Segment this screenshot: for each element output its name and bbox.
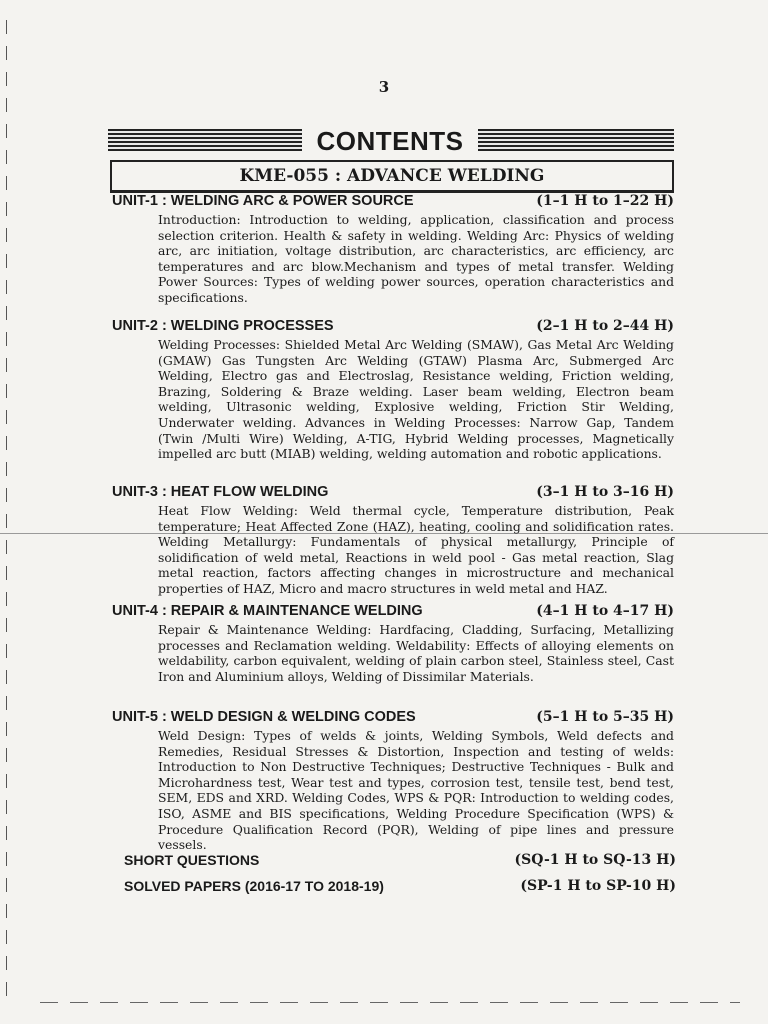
solved-papers-label: SOLVED PAPERS (2016-17 TO 2018-19) xyxy=(124,878,384,894)
unit-pages: (2–1 H to 2–44 H) xyxy=(536,318,674,334)
solved-papers-pages: (SP-1 H to SP-10 H) xyxy=(520,878,676,894)
short-questions-row xyxy=(124,852,676,868)
contents-banner xyxy=(108,125,674,157)
unit-1 xyxy=(112,193,674,306)
unit-description: Welding Processes: Shielded Metal Arc Welding (SMAW), Gas Metal Arc Welding (GMAW) Gas Tungsten Arc Welding (GTAW) Plasma Arc, Submerged Arc Welding, Electro gas and Electroslag, Resistance welding, Friction welding, Brazing, Soldering & Braze welding. Laser beam welding, Electron beam welding, Ultrasonic welding, Explosive welding, Friction Stir Welding, Underwater welding. Advances in Welding Processes: Narrow Gap, Tandem (Twin /Multi Wire) Welding, A-TIG, Hybrid Welding processes, Magnetically impelled arc butt (MIAB) welding, welding automation and robotic applications. xyxy=(158,337,674,462)
page-edge xyxy=(6,20,7,1000)
unit-pages: (1–1 H to 1–22 H) xyxy=(536,193,674,209)
short-questions-pages: (SQ-1 H to SQ-13 H) xyxy=(514,852,676,868)
unit-pages: (3–1 H to 3–16 H) xyxy=(536,484,674,500)
unit-description: Introduction: Introduction to welding, application, classification and process selection criterion. Health & safety in welding. Welding Arc: Physics of welding arc, arc initiation, voltage distribution, arc characteristics, arc efficiency, arc temperatures and arc blow.Mechanism and types of metal transfer. Welding Power Sources: Types of welding power sources, operation characteristics and specifications. xyxy=(158,212,674,305)
unit-3 xyxy=(112,484,674,597)
banner-stripes-left xyxy=(108,129,302,151)
unit-title: UNIT-1 : WELDING ARC & POWER SOURCE xyxy=(112,193,414,209)
unit-pages: (5–1 H to 5–35 H) xyxy=(536,709,674,725)
unit-2 xyxy=(112,318,674,462)
unit-title: UNIT-5 : WELD DESIGN & WELDING CODES xyxy=(112,709,416,725)
page-bottom-edge xyxy=(40,1002,740,1003)
unit-description: Weld Design: Types of welds & joints, Welding Symbols, Weld defects and Remedies, Residual Stresses & Distortion, Inspection and testing of welds: Introduction to Non Destructive Techniques; Destructive Techniques - Bulk and Microhardness test, Wear test and types, corrosion test, tensile test, bend test, SEM, EDS and XRD. Welding Codes, WPS & PQR: Introduction to welding codes, ISO, ASME and BIS specifications, Welding Procedure Specification (WPS) & Procedure Qualification Record (PQR), Welding of pipe lines and pressure vessels. xyxy=(158,728,674,853)
unit-title: UNIT-2 : WELDING PROCESSES xyxy=(112,318,334,334)
banner-stripes-right xyxy=(478,129,674,151)
unit-description: Heat Flow Welding: Weld thermal cycle, Temperature distribution, Peak temperature; Heat Affected Zone (HAZ), heating, cooling and solidification rates. Welding Metallurgy: Fundamentals of physical metallurgy, Principle of solidification of weld metal, Reactions in weld pool - Gas metal reaction, Slag metal reaction, factors affecting changes in microstructure and mechanical properties of HAZ, Micro and macro structures in weld metal and HAZ. xyxy=(158,503,674,596)
unit-4 xyxy=(112,603,674,684)
short-questions-label: SHORT QUESTIONS xyxy=(124,852,260,868)
course-title: KME-055 : ADVANCE WELDING xyxy=(110,160,674,193)
unit-5 xyxy=(112,709,674,853)
contents-title: CONTENTS xyxy=(316,126,464,156)
unit-pages: (4–1 H to 4–17 H) xyxy=(536,603,674,619)
unit-title: UNIT-3 : HEAT FLOW WELDING xyxy=(112,484,329,500)
unit-title: UNIT-4 : REPAIR & MAINTENANCE WELDING xyxy=(112,603,423,619)
unit-description: Repair & Maintenance Welding: Hardfacing, Cladding, Surfacing, Metallizing processes and Reclamation welding. Weldability: Effects of alloying elements on weldability, carbon equivalent, welding of plain carbon steel, Stainless steel, Cast Iron and Aluminium alloys, Welding of Dissimilar Materials. xyxy=(158,622,674,684)
page-number: 3 xyxy=(378,78,390,96)
solved-papers-row xyxy=(124,878,676,894)
